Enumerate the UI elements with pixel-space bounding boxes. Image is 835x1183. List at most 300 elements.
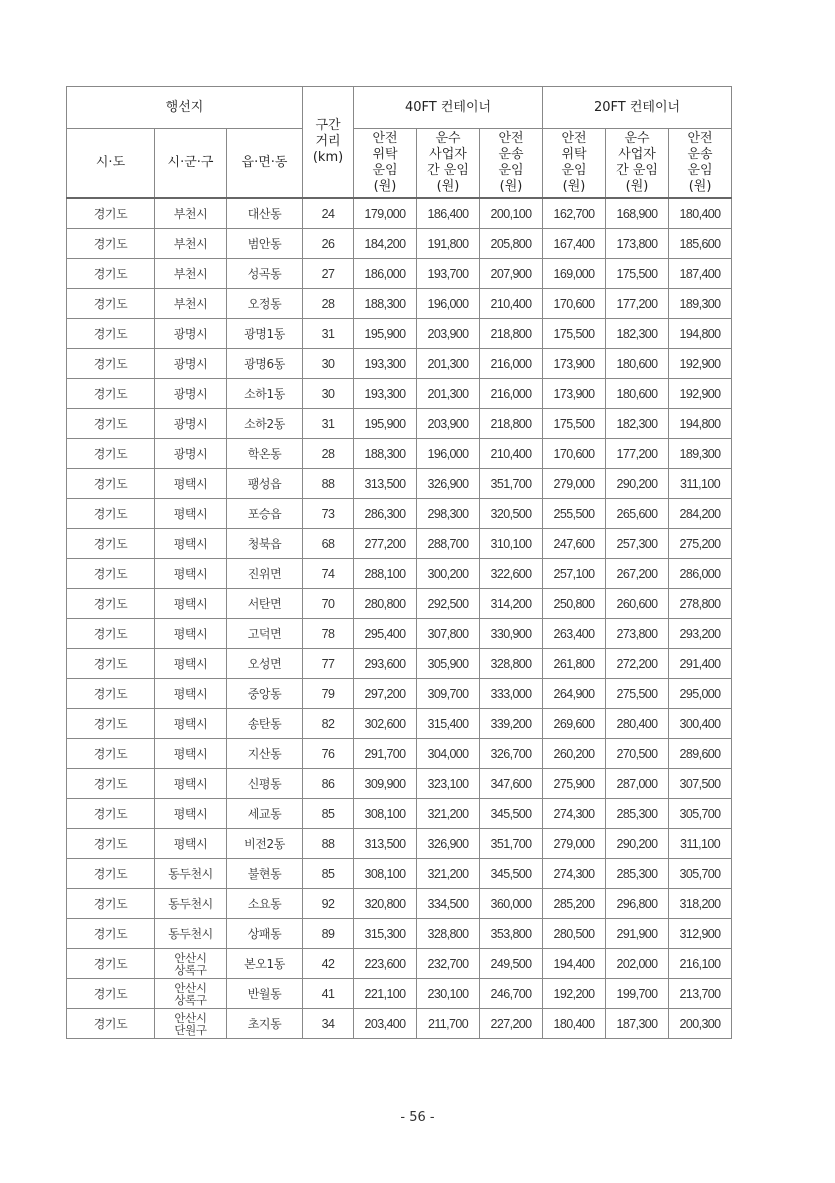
cell-40ft-rate: 297,200 <box>354 679 417 709</box>
cell-40ft-rate: 210,400 <box>480 289 543 319</box>
cell-20ft-rate: 261,800 <box>543 649 606 679</box>
header-40ft-container: 40FT 컨테이너 <box>354 87 543 129</box>
header-line: 사업자 <box>429 147 467 162</box>
cell-sigungu-line: 단원구 <box>174 1022 207 1037</box>
cell-dong: 지산동 <box>227 739 303 769</box>
cell-40ft-rate: 309,900 <box>354 769 417 799</box>
table-row <box>67 229 732 259</box>
cell-sigungu <box>155 559 227 589</box>
cell-40ft-rate: 315,300 <box>354 919 417 949</box>
cell-40ft-rate: 321,200 <box>417 799 480 829</box>
header-line: 위탁 <box>561 147 587 162</box>
cell-20ft-rate: 273,800 <box>606 619 669 649</box>
cell-40ft-rate: 292,500 <box>417 589 480 619</box>
table-row <box>67 529 732 559</box>
cell-40ft-rate: 288,100 <box>354 559 417 589</box>
cell-20ft-rate: 175,500 <box>543 319 606 349</box>
cell-40ft-rate: 201,300 <box>417 349 480 379</box>
cell-sido: 경기도 <box>67 679 155 709</box>
cell-40ft-rate: 203,900 <box>417 319 480 349</box>
freight-rate-table <box>66 86 732 1039</box>
cell-sigungu-line: 상록구 <box>174 962 207 977</box>
header-distance-line: (km) <box>312 150 344 165</box>
cell-20ft-rate: 175,500 <box>543 409 606 439</box>
header-20ft-transport-rate <box>669 129 732 199</box>
page-number: - 56 - <box>400 1110 435 1125</box>
cell-sigungu <box>155 589 227 619</box>
cell-20ft-rate: 182,300 <box>606 409 669 439</box>
header-line: (원) <box>625 179 649 194</box>
cell-40ft-rate: 339,200 <box>480 709 543 739</box>
cell-sigungu <box>155 319 227 349</box>
cell-sigungu-line: 평택시 <box>173 657 208 671</box>
cell-20ft-rate: 274,300 <box>543 799 606 829</box>
cell-40ft-rate: 195,900 <box>354 319 417 349</box>
cell-20ft-rate: 192,900 <box>669 349 732 379</box>
cell-sigungu <box>155 769 227 799</box>
cell-distance: 24 <box>303 198 354 229</box>
cell-40ft-rate: 200,100 <box>480 198 543 229</box>
cell-20ft-rate: 168,900 <box>606 198 669 229</box>
cell-sigungu-line: 평택시 <box>173 507 208 521</box>
cell-20ft-rate: 318,200 <box>669 889 732 919</box>
cell-sigungu <box>155 709 227 739</box>
cell-40ft-rate: 345,500 <box>480 799 543 829</box>
cell-40ft-rate: 293,600 <box>354 649 417 679</box>
cell-20ft-rate: 263,400 <box>543 619 606 649</box>
cell-20ft-rate: 270,500 <box>606 739 669 769</box>
header-line: 안전 <box>498 131 524 146</box>
table-row <box>67 709 732 739</box>
cell-20ft-rate: 278,800 <box>669 589 732 619</box>
cell-sido: 경기도 <box>67 289 155 319</box>
cell-distance: 28 <box>303 289 354 319</box>
cell-40ft-rate: 188,300 <box>354 289 417 319</box>
cell-dong: 신평동 <box>227 769 303 799</box>
cell-20ft-rate: 162,700 <box>543 198 606 229</box>
cell-20ft-rate: 182,300 <box>606 319 669 349</box>
header-line: 운송 <box>687 147 713 162</box>
cell-20ft-rate: 279,000 <box>543 469 606 499</box>
cell-distance: 31 <box>303 409 354 439</box>
cell-20ft-rate: 213,700 <box>669 979 732 1009</box>
header-distance-line: 구간 <box>315 118 341 133</box>
cell-20ft-rate: 284,200 <box>669 499 732 529</box>
cell-40ft-rate: 188,300 <box>354 439 417 469</box>
cell-40ft-rate: 308,100 <box>354 859 417 889</box>
cell-sido: 경기도 <box>67 409 155 439</box>
cell-sido: 경기도 <box>67 709 155 739</box>
cell-20ft-rate: 173,800 <box>606 229 669 259</box>
cell-distance: 27 <box>303 259 354 289</box>
cell-40ft-rate: 321,200 <box>417 859 480 889</box>
cell-40ft-rate: 345,500 <box>480 859 543 889</box>
cell-40ft-rate: 326,900 <box>417 829 480 859</box>
header-20ft-carrier-rate <box>606 129 669 199</box>
cell-20ft-rate: 180,600 <box>606 349 669 379</box>
cell-sigungu <box>155 679 227 709</box>
table-row <box>67 919 732 949</box>
cell-40ft-rate: 186,400 <box>417 198 480 229</box>
cell-20ft-rate: 285,300 <box>606 859 669 889</box>
cell-sigungu <box>155 439 227 469</box>
header-line: (원) <box>688 179 712 194</box>
cell-40ft-rate: 298,300 <box>417 499 480 529</box>
cell-sido: 경기도 <box>67 829 155 859</box>
cell-sido: 경기도 <box>67 469 155 499</box>
cell-dong: 오성면 <box>227 649 303 679</box>
cell-40ft-rate: 195,900 <box>354 409 417 439</box>
table-row <box>67 769 732 799</box>
cell-sigungu-line: 평택시 <box>173 597 208 611</box>
cell-sigungu-line: 부천시 <box>173 267 208 281</box>
cell-sigungu <box>155 229 227 259</box>
cell-40ft-rate: 179,000 <box>354 198 417 229</box>
header-line: 간 운임 <box>616 163 658 178</box>
header-20ft-consignment-rate <box>543 129 606 199</box>
cell-sigungu <box>155 859 227 889</box>
cell-40ft-rate: 302,600 <box>354 709 417 739</box>
cell-dong: 광명1동 <box>227 319 303 349</box>
cell-40ft-rate: 347,600 <box>480 769 543 799</box>
cell-sigungu <box>155 529 227 559</box>
cell-distance: 34 <box>303 1009 354 1039</box>
cell-sigungu-line: 평택시 <box>173 627 208 641</box>
cell-20ft-rate: 290,200 <box>606 469 669 499</box>
header-line: 운수 <box>624 131 650 146</box>
cell-distance: 82 <box>303 709 354 739</box>
cell-20ft-rate: 194,400 <box>543 949 606 979</box>
cell-20ft-rate: 216,100 <box>669 949 732 979</box>
cell-20ft-rate: 280,500 <box>543 919 606 949</box>
cell-sido: 경기도 <box>67 529 155 559</box>
cell-20ft-rate: 167,400 <box>543 229 606 259</box>
cell-sido: 경기도 <box>67 619 155 649</box>
cell-40ft-rate: 323,100 <box>417 769 480 799</box>
cell-20ft-rate: 265,600 <box>606 499 669 529</box>
cell-sido: 경기도 <box>67 919 155 949</box>
cell-dong: 서탄면 <box>227 589 303 619</box>
cell-20ft-rate: 305,700 <box>669 859 732 889</box>
cell-40ft-rate: 320,800 <box>354 889 417 919</box>
cell-sido: 경기도 <box>67 979 155 1009</box>
cell-sigungu-line: 평택시 <box>173 537 208 551</box>
cell-20ft-rate: 275,500 <box>606 679 669 709</box>
cell-40ft-rate: 328,800 <box>480 649 543 679</box>
header-line: 안전 <box>561 131 587 146</box>
cell-sigungu <box>155 349 227 379</box>
cell-20ft-rate: 311,100 <box>669 469 732 499</box>
cell-40ft-rate: 211,700 <box>417 1009 480 1039</box>
cell-distance: 88 <box>303 469 354 499</box>
cell-sigungu <box>155 949 227 979</box>
header-line: 운수 <box>435 131 461 146</box>
cell-20ft-rate: 187,300 <box>606 1009 669 1039</box>
cell-sigungu-line: 평택시 <box>173 687 208 701</box>
cell-dong: 불현동 <box>227 859 303 889</box>
cell-40ft-rate: 320,500 <box>480 499 543 529</box>
cell-20ft-rate: 173,900 <box>543 349 606 379</box>
cell-40ft-rate: 300,200 <box>417 559 480 589</box>
cell-distance: 41 <box>303 979 354 1009</box>
cell-sigungu <box>155 289 227 319</box>
cell-40ft-rate: 193,300 <box>354 379 417 409</box>
cell-distance: 76 <box>303 739 354 769</box>
cell-sido: 경기도 <box>67 769 155 799</box>
cell-sigungu <box>155 739 227 769</box>
cell-sigungu <box>155 649 227 679</box>
cell-20ft-rate: 185,600 <box>669 229 732 259</box>
cell-sido: 경기도 <box>67 859 155 889</box>
header-distance <box>303 87 354 199</box>
cell-20ft-rate: 177,200 <box>606 289 669 319</box>
cell-sigungu-line: 안산시 <box>174 950 207 965</box>
cell-20ft-rate: 300,400 <box>669 709 732 739</box>
table-row <box>67 1009 732 1039</box>
cell-dong: 소요동 <box>227 889 303 919</box>
table-row <box>67 829 732 859</box>
cell-dong: 반월동 <box>227 979 303 1009</box>
cell-sido: 경기도 <box>67 889 155 919</box>
header-distance-line: 거리 <box>315 134 341 149</box>
cell-dong: 오정동 <box>227 289 303 319</box>
cell-sigungu-line: 평택시 <box>173 567 208 581</box>
cell-dong: 고덕면 <box>227 619 303 649</box>
header-line: 안전 <box>687 131 713 146</box>
cell-sido: 경기도 <box>67 349 155 379</box>
table-row <box>67 889 732 919</box>
cell-20ft-rate: 200,300 <box>669 1009 732 1039</box>
cell-20ft-rate: 296,800 <box>606 889 669 919</box>
cell-20ft-rate: 275,200 <box>669 529 732 559</box>
cell-40ft-rate: 216,000 <box>480 349 543 379</box>
cell-20ft-rate: 170,600 <box>543 289 606 319</box>
cell-40ft-rate: 227,200 <box>480 1009 543 1039</box>
cell-dong: 청북읍 <box>227 529 303 559</box>
cell-20ft-rate: 307,500 <box>669 769 732 799</box>
cell-sigungu-line: 광명시 <box>173 417 208 431</box>
cell-40ft-rate: 196,000 <box>417 439 480 469</box>
cell-20ft-rate: 173,900 <box>543 379 606 409</box>
cell-distance: 74 <box>303 559 354 589</box>
table-row <box>67 619 732 649</box>
cell-40ft-rate: 249,500 <box>480 949 543 979</box>
cell-sigungu <box>155 379 227 409</box>
cell-20ft-rate: 202,000 <box>606 949 669 979</box>
cell-sido: 경기도 <box>67 259 155 289</box>
cell-20ft-rate: 192,200 <box>543 979 606 1009</box>
cell-40ft-rate: 218,800 <box>480 409 543 439</box>
cell-sigungu-line: 광명시 <box>173 447 208 461</box>
cell-dong: 성곡동 <box>227 259 303 289</box>
cell-40ft-rate: 333,000 <box>480 679 543 709</box>
table-row <box>67 949 732 979</box>
cell-20ft-rate: 180,400 <box>543 1009 606 1039</box>
cell-sigungu-line: 평택시 <box>173 837 208 851</box>
cell-dong: 송탄동 <box>227 709 303 739</box>
cell-40ft-rate: 328,800 <box>417 919 480 949</box>
cell-distance: 88 <box>303 829 354 859</box>
cell-distance: 86 <box>303 769 354 799</box>
cell-40ft-rate: 305,900 <box>417 649 480 679</box>
cell-sigungu-line: 부천시 <box>173 207 208 221</box>
table-row <box>67 349 732 379</box>
cell-40ft-rate: 288,700 <box>417 529 480 559</box>
cell-distance: 26 <box>303 229 354 259</box>
cell-20ft-rate: 269,600 <box>543 709 606 739</box>
cell-dong: 범안동 <box>227 229 303 259</box>
cell-sido: 경기도 <box>67 439 155 469</box>
cell-20ft-rate: 289,600 <box>669 739 732 769</box>
header-eupmyeondong: 읍·면·동 <box>227 129 303 199</box>
cell-sigungu <box>155 409 227 439</box>
cell-40ft-rate: 310,100 <box>480 529 543 559</box>
cell-sido: 경기도 <box>67 499 155 529</box>
cell-dong: 초지동 <box>227 1009 303 1039</box>
table-row <box>67 499 732 529</box>
cell-20ft-rate: 175,500 <box>606 259 669 289</box>
cell-distance: 68 <box>303 529 354 559</box>
cell-sigungu <box>155 198 227 229</box>
cell-40ft-rate: 210,400 <box>480 439 543 469</box>
cell-40ft-rate: 286,300 <box>354 499 417 529</box>
cell-40ft-rate: 326,700 <box>480 739 543 769</box>
cell-sigungu-line: 광명시 <box>173 387 208 401</box>
table-row <box>67 799 732 829</box>
cell-sigungu-line: 광명시 <box>173 327 208 341</box>
cell-sigungu <box>155 829 227 859</box>
header-line: 운임 <box>372 163 398 178</box>
cell-40ft-rate: 193,700 <box>417 259 480 289</box>
cell-40ft-rate: 184,200 <box>354 229 417 259</box>
cell-40ft-rate: 351,700 <box>480 829 543 859</box>
cell-sigungu <box>155 799 227 829</box>
cell-dong: 소하1동 <box>227 379 303 409</box>
cell-40ft-rate: 218,800 <box>480 319 543 349</box>
cell-sido: 경기도 <box>67 949 155 979</box>
cell-sigungu-line: 안산시 <box>174 1010 207 1025</box>
cell-40ft-rate: 351,700 <box>480 469 543 499</box>
cell-20ft-rate: 280,400 <box>606 709 669 739</box>
cell-dong: 진위면 <box>227 559 303 589</box>
header-line: 운임 <box>498 163 524 178</box>
header-40ft-carrier-rate <box>417 129 480 199</box>
cell-40ft-rate: 186,000 <box>354 259 417 289</box>
table-row <box>67 739 732 769</box>
cell-40ft-rate: 314,200 <box>480 589 543 619</box>
table-row <box>67 589 732 619</box>
cell-sigungu-line: 상록구 <box>174 992 207 1007</box>
cell-sigungu <box>155 259 227 289</box>
cell-40ft-rate: 330,900 <box>480 619 543 649</box>
header-line: 간 운임 <box>427 163 469 178</box>
header-line: 운임 <box>687 163 713 178</box>
cell-40ft-rate: 307,800 <box>417 619 480 649</box>
cell-40ft-rate: 277,200 <box>354 529 417 559</box>
cell-40ft-rate: 207,900 <box>480 259 543 289</box>
cell-20ft-rate: 293,200 <box>669 619 732 649</box>
table-row <box>67 289 732 319</box>
cell-20ft-rate: 255,500 <box>543 499 606 529</box>
cell-sido: 경기도 <box>67 198 155 229</box>
cell-sigungu <box>155 979 227 1009</box>
cell-20ft-rate: 189,300 <box>669 289 732 319</box>
cell-sigungu-line: 광명시 <box>173 357 208 371</box>
cell-20ft-rate: 274,300 <box>543 859 606 889</box>
table-row <box>67 319 732 349</box>
cell-20ft-rate: 180,600 <box>606 379 669 409</box>
cell-20ft-rate: 194,800 <box>669 319 732 349</box>
cell-40ft-rate: 191,800 <box>417 229 480 259</box>
table-row <box>67 198 732 229</box>
table-row <box>67 259 732 289</box>
header-sigungu: 시·군·구 <box>155 129 227 199</box>
cell-20ft-rate: 311,100 <box>669 829 732 859</box>
cell-sido: 경기도 <box>67 229 155 259</box>
cell-sigungu-line: 평택시 <box>173 717 208 731</box>
cell-20ft-rate: 169,000 <box>543 259 606 289</box>
cell-sigungu <box>155 499 227 529</box>
header-line: (원) <box>436 179 460 194</box>
cell-40ft-rate: 203,400 <box>354 1009 417 1039</box>
cell-20ft-rate: 295,000 <box>669 679 732 709</box>
cell-20ft-rate: 177,200 <box>606 439 669 469</box>
cell-20ft-rate: 260,600 <box>606 589 669 619</box>
cell-distance: 28 <box>303 439 354 469</box>
cell-20ft-rate: 287,000 <box>606 769 669 799</box>
cell-dong: 학온동 <box>227 439 303 469</box>
cell-40ft-rate: 201,300 <box>417 379 480 409</box>
header-sido: 시·도 <box>67 129 155 199</box>
cell-sido: 경기도 <box>67 379 155 409</box>
cell-sigungu-line: 평택시 <box>173 477 208 491</box>
cell-sigungu <box>155 1009 227 1039</box>
cell-20ft-rate: 285,300 <box>606 799 669 829</box>
cell-distance: 70 <box>303 589 354 619</box>
cell-40ft-rate: 232,700 <box>417 949 480 979</box>
cell-20ft-rate: 180,400 <box>669 198 732 229</box>
cell-distance: 42 <box>303 949 354 979</box>
cell-distance: 85 <box>303 859 354 889</box>
cell-sigungu-line: 부천시 <box>173 297 208 311</box>
cell-dong: 팽성읍 <box>227 469 303 499</box>
table-row <box>67 649 732 679</box>
cell-dong: 본오1동 <box>227 949 303 979</box>
cell-40ft-rate: 309,700 <box>417 679 480 709</box>
cell-20ft-rate: 257,300 <box>606 529 669 559</box>
cell-sigungu-line: 평택시 <box>173 807 208 821</box>
cell-dong: 중앙동 <box>227 679 303 709</box>
cell-sigungu <box>155 889 227 919</box>
cell-sido: 경기도 <box>67 559 155 589</box>
cell-dong: 소하2동 <box>227 409 303 439</box>
cell-20ft-rate: 250,800 <box>543 589 606 619</box>
cell-40ft-rate: 304,000 <box>417 739 480 769</box>
cell-40ft-rate: 353,800 <box>480 919 543 949</box>
cell-sido: 경기도 <box>67 319 155 349</box>
cell-sido: 경기도 <box>67 799 155 829</box>
cell-distance: 92 <box>303 889 354 919</box>
cell-40ft-rate: 322,600 <box>480 559 543 589</box>
cell-sigungu-line: 동두천시 <box>168 897 213 911</box>
table-row <box>67 679 732 709</box>
cell-40ft-rate: 221,100 <box>354 979 417 1009</box>
cell-40ft-rate: 205,800 <box>480 229 543 259</box>
cell-20ft-rate: 285,200 <box>543 889 606 919</box>
cell-distance: 73 <box>303 499 354 529</box>
header-line: (원) <box>499 179 523 194</box>
cell-sido: 경기도 <box>67 1009 155 1039</box>
